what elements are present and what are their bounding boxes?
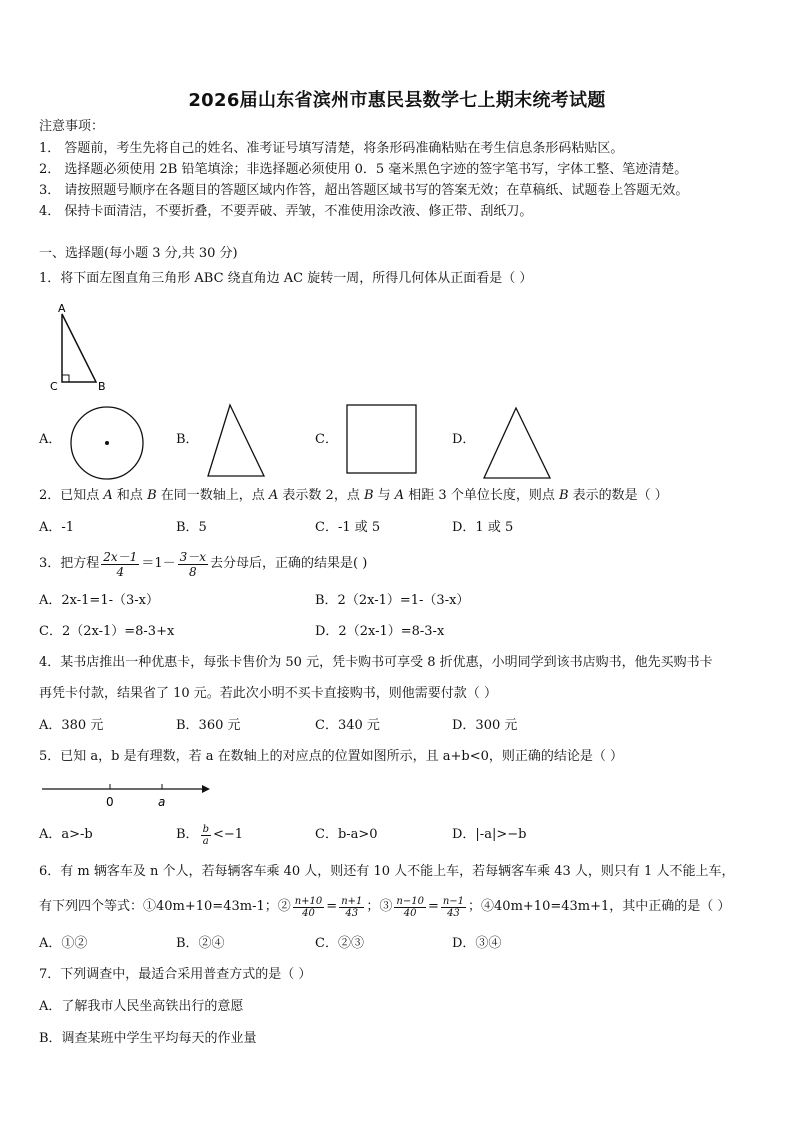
q1-label-c: C (50, 380, 58, 393)
q6-option-c: C．②③ (315, 936, 364, 951)
q4-option-c: C．340 元 (315, 718, 380, 733)
q6-option-a: A．①② (39, 936, 88, 951)
q5-axis-a: a (158, 795, 166, 809)
q2-point-b: B (558, 488, 569, 503)
q2-point-b: B (363, 488, 374, 503)
q2-stem-part: 表示的数是（ ） (568, 488, 668, 503)
q7-stem: 7．下列调查中，最适合采用普查方式的是（ ） (39, 967, 312, 982)
q3-option-a: A．2x-1=1-（3-x） (39, 593, 159, 608)
q4-option-d: D．300 元 (452, 718, 518, 733)
q1-option-d-label: D． (452, 432, 476, 447)
q6-option-b: B．②④ (176, 936, 225, 951)
q5-option-d: D．|-a|>−b (452, 827, 527, 842)
q2-stem-part: 和点 (112, 488, 148, 503)
notice-item-3: 3． 请按照题号顺序在各题目的答题区域内作答，超出答题区域书写的答案无效；在草稿纸、试题卷上答题无效。 (39, 183, 689, 198)
q7-option-b: B．调查某班中学生平均每天的作业量 (39, 1031, 257, 1046)
section-heading: 一、选择题(每小题 3 分,共 30 分) (39, 246, 238, 261)
q4-option-b: B．360 元 (176, 718, 241, 733)
notice-item-4: 4． 保持卡面清洁，不要折叠，不要弄破、弄皱，不准使用涂改液、修正带、刮纸刀。 (39, 204, 533, 219)
q3-fraction-2: $\frac{3-x}{8}$ (179, 549, 207, 579)
q5-number-line (38, 778, 213, 810)
q2-stem-part: 表示数 2，点 (278, 488, 364, 503)
q5-axis-zero: 0 (106, 795, 114, 809)
q1-triangle-figure (44, 302, 114, 394)
q4-option-a: A．380 元 (39, 718, 104, 733)
q2-stem-part: 与 (373, 488, 395, 503)
q3-suffix: 去分母后，正确的结果是( ) (210, 556, 368, 571)
q1-option-a-circle (68, 404, 148, 484)
q1-option-b-right-triangle (202, 402, 268, 480)
q3-prefix: 3．把方程 (39, 556, 100, 571)
q2-point-a: A (103, 488, 113, 503)
q6-fraction-2: $\frac{n+1}{43}$ (341, 895, 363, 919)
q7-option-a: A．了解我市人民坐高铁出行的意愿 (39, 999, 244, 1014)
q1-option-d-isoceles-triangle (481, 405, 553, 481)
page-title: 2026届山东省滨州市惠民县数学七上期末统考试题 (188, 90, 606, 111)
q1-option-c-label: C． (315, 432, 338, 447)
q6-fraction-3: $\frac{n-10}{40}$ (396, 895, 424, 919)
q1-option-a-label: A． (39, 432, 62, 447)
q5-option-c: C．b-a>0 (315, 827, 378, 842)
q2-stem (39, 488, 668, 504)
q3-fraction-1: $\frac{2x-1}{4}$ (103, 549, 138, 579)
q2-point-a: A (268, 488, 279, 503)
q2-option-c: C．-1 或 5 (315, 520, 381, 535)
q3-option-c: C．2（2x-1）=8-3+x (39, 624, 175, 639)
q6-fraction-1: $\frac{n+10}{40}$ (294, 895, 323, 919)
q5-option-a: A．a>-b (39, 827, 93, 842)
q5-stem: 5．已知 a，b 是有理数，若 a 在数轴上的对应点的位置如图所示，且 a+b<0，则正确的结论是（ ） (39, 749, 624, 764)
q2-point-a: A (394, 488, 405, 503)
q2-stem-part: 相距 3 个单位长度，则点 (404, 488, 559, 503)
q6-stem-line-2: 有下列四个等式：①40m+10=43m-1；② $\frac{n+10}{40}$ = $\frac{n+1}{43}$ ；③ $\frac{n-10}{40}$ = $\frac{n-1}{43}$ ；④40m+10=43m+1，其中正确的是（ ） (39, 895, 731, 919)
q2-stem-part: 在同一数轴上，点 (156, 488, 269, 503)
notice-item-2: 2． 选择题必须使用 2B 铅笔填涂；非选择题必须使用 0．5 毫米黑色字迹的签字笔书写，字体工整、笔迹清楚。 (39, 162, 688, 177)
q2-point-b: B (147, 488, 157, 503)
q6-fraction-4: $\frac{n-1}{43}$ (442, 895, 465, 919)
q2-stem-part: 2．已知点 (39, 488, 104, 503)
q4-stem-line-2: 再凭卡付款，结果省了 10 元。若此次小明不买卡直接购书，则他需要付款（ ） (39, 686, 497, 701)
q1-label-a: A (58, 302, 66, 315)
q3-option-b: B．2（2x-1）=1-（3-x） (315, 593, 470, 608)
q1-option-c-square (345, 403, 419, 475)
q1-stem: 1．将下面左图直角三角形 ABC 绕直角边 AC 旋转一周，所得几何体从正面看是（ ） (39, 271, 533, 286)
q2-option-a: A．-1 (39, 520, 75, 535)
q3-option-d: D．2（2x-1）=8-3-x (315, 624, 445, 639)
q3-stem (39, 546, 367, 582)
notice-heading: 注意事项： (39, 119, 105, 134)
q5-option-b: B． $\frac{b}{a}$ <−1 (176, 823, 244, 847)
q6-option-d: D．③④ (452, 936, 502, 951)
q6-stem-line-1: 6．有 m 辆客车及 n 个人，若每辆客车乘 40 人，则还有 10 人不能上车，若每辆客车乘 43 人，则只有 1 人不能上车， (39, 864, 735, 879)
q4-stem-line-1: 4．某书店推出一种优惠卡，每张卡售价为 50 元，凭卡购书可享受 8 折优惠，小明同学到该书店购书，他先买购书卡 (39, 655, 713, 670)
notice-item-1: 1． 答题前，考生先将自己的姓名、准考证号填写清楚，将条形码准确粘贴在考生信息条形码粘贴区。 (39, 141, 624, 156)
q1-label-b: B (98, 380, 106, 393)
q5-option-b-fraction: $\frac{b}{a}$ (202, 823, 209, 847)
q1-option-b-label: B． (176, 432, 199, 447)
q3-mid: ＝1－ (141, 556, 176, 571)
q2-option-b: B．5 (176, 520, 207, 535)
q2-option-d: D．1 或 5 (452, 520, 514, 535)
